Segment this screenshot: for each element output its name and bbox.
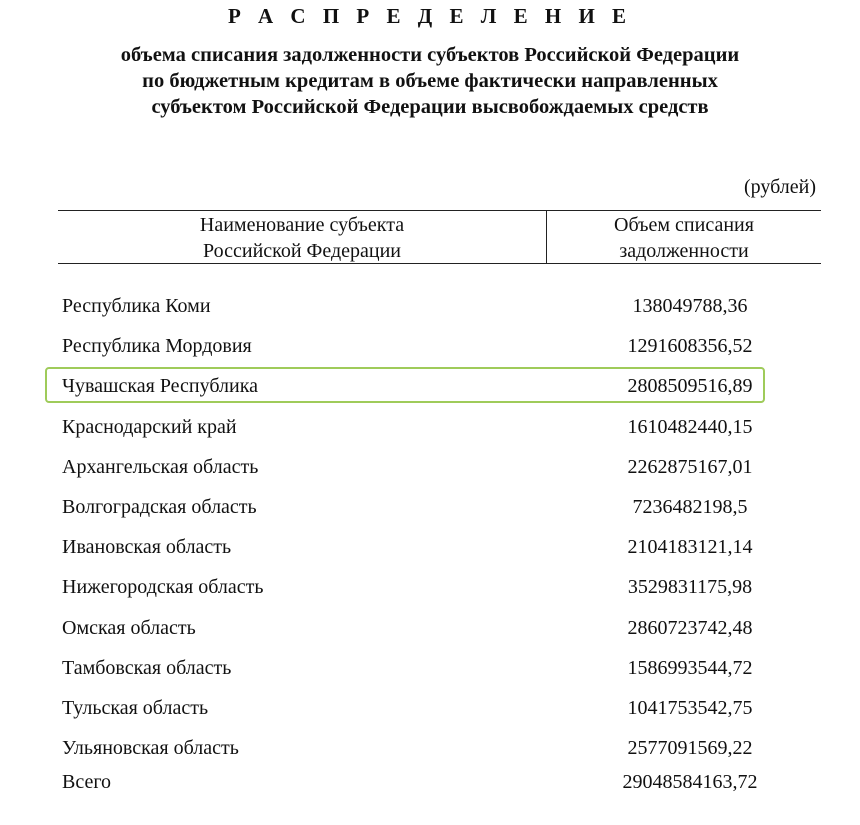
table-row [62, 452, 762, 482]
column-header-line: задолженности [619, 240, 749, 262]
debt-amount: 2577091569,22 [627, 737, 753, 760]
table-row [62, 412, 762, 442]
region-name: Тамбовская область [62, 656, 232, 679]
table-row [62, 653, 762, 683]
debt-amount: 2860723742,48 [627, 616, 753, 639]
region-name: Ульяновская область [62, 737, 239, 760]
region-name: Чувашская Республика [62, 375, 259, 398]
subtitle-line: объема списания задолженности субъектов Российской Федерации [120, 44, 740, 66]
document-title: Р А С П Р Е Д Е Л Е Н И Е [227, 4, 633, 28]
debt-amount: 2808509516,89 [627, 375, 753, 398]
region-name: Омская область [62, 616, 196, 639]
debt-amount: 138049788,36 [632, 295, 748, 317]
debt-amount: 1586993544,72 [627, 656, 753, 679]
debt-amount: 3529831175,98 [627, 576, 753, 599]
table-row [62, 492, 762, 522]
document-subtitle [0, 42, 860, 120]
table-row [62, 693, 762, 723]
total-value: 29048584163,72 [622, 771, 758, 793]
table-row [62, 733, 762, 763]
region-name: Республика Коми [62, 295, 211, 317]
subtitle-line: субъектом Российской Федерации высвобождаемых средств [151, 96, 709, 118]
debt-amount: 1041753542,75 [627, 697, 753, 719]
table-row [62, 331, 762, 361]
debt-amount: 1610482440,15 [627, 415, 753, 438]
units-label: (рублей) [743, 176, 816, 198]
table-row [62, 532, 762, 562]
debt-amount: 7236482198,5 [632, 496, 748, 518]
table-row [62, 613, 762, 643]
column-header-line: Российской Федерации [202, 240, 402, 262]
region-name: Волгоградская область [62, 496, 257, 518]
debt-amount: 1291608356,52 [627, 335, 753, 358]
table-row [62, 291, 762, 321]
region-name: Архангельская область [62, 455, 259, 478]
subtitle-line: по бюджетным кредитам в объеме фактически направленных [142, 70, 718, 92]
table-row [62, 371, 762, 401]
column-header-region-name [58, 212, 546, 264]
region-name: Нижегородская область [62, 576, 264, 599]
debt-amount: 2104183121,14 [627, 536, 753, 559]
region-name: Ивановская область [62, 536, 232, 559]
region-name: Республика Мордовия [62, 335, 252, 358]
column-header-debt-amount [547, 212, 821, 264]
total-label: Всего [62, 771, 112, 793]
column-header-line: Объем списания [614, 214, 754, 236]
region-name: Тульская область [62, 697, 209, 719]
table-header-top-border [58, 210, 821, 211]
debt-amount: 2262875167,01 [627, 455, 753, 478]
column-header-line: Наименование субъекта [199, 214, 405, 236]
table-total-row [62, 767, 762, 797]
region-name: Краснодарский край [62, 415, 237, 438]
table-row [62, 572, 762, 602]
